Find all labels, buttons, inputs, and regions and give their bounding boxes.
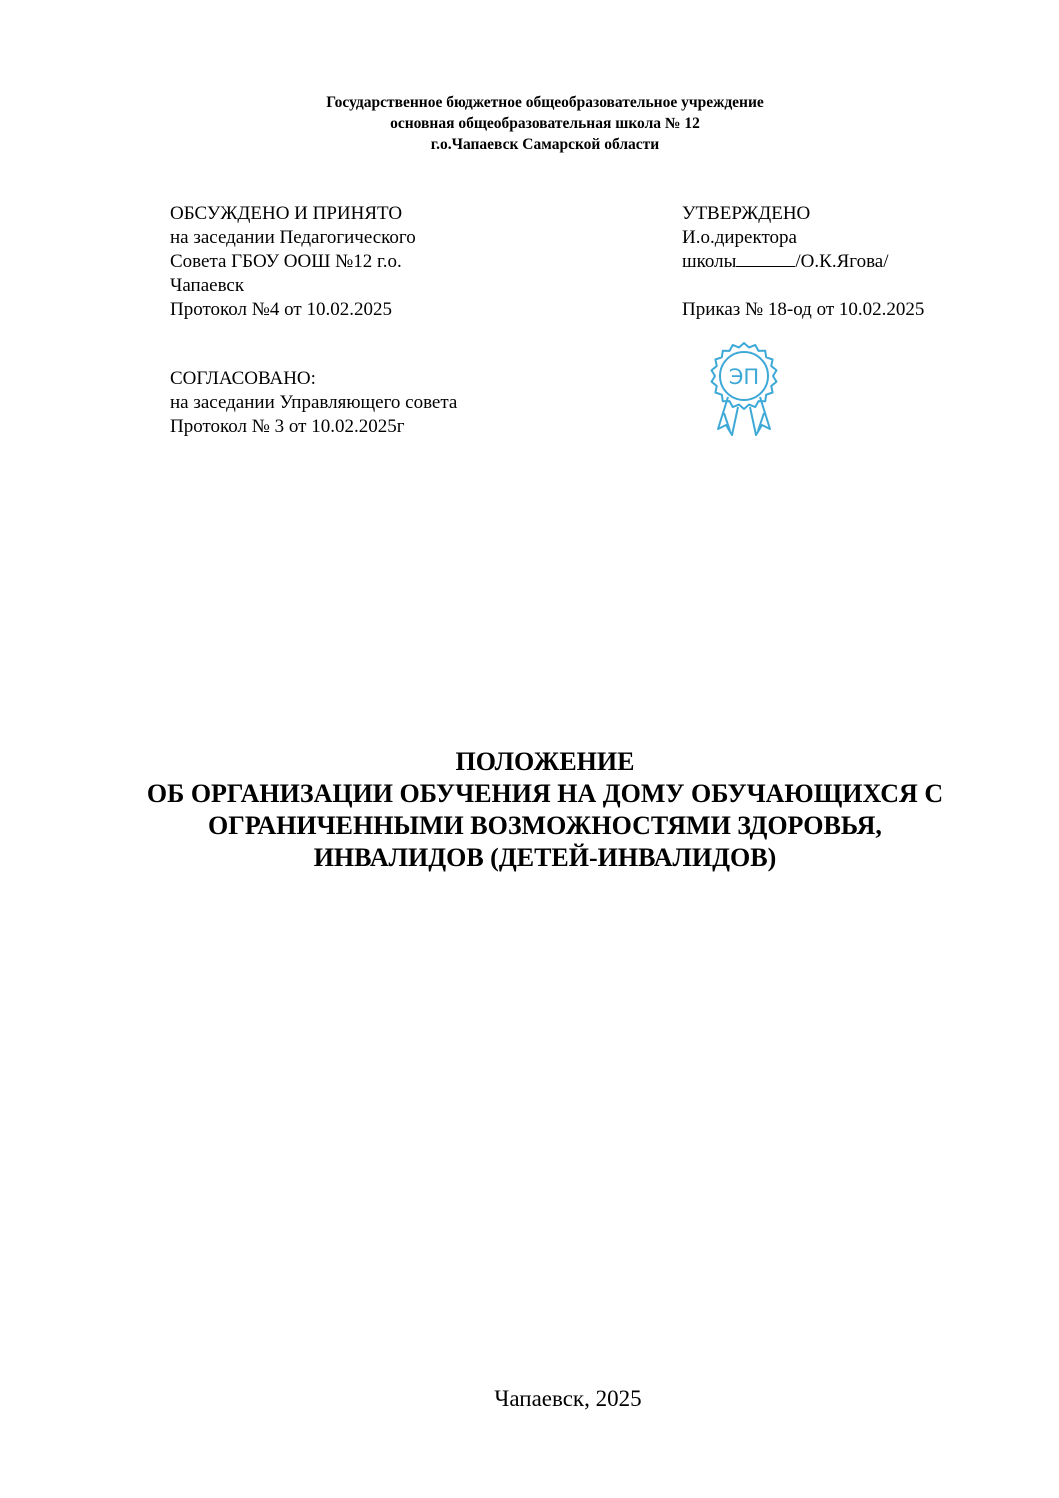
- school-location: г.о.Чапаевск Самарской области: [430, 136, 660, 153]
- approved-signature-line: [682, 250, 924, 274]
- institution-name: Государственное бюджетное общеобразовательное учреждение: [326, 94, 764, 111]
- school-label: школы: [682, 251, 737, 272]
- discussed-protocol: Протокол №4 от 10.02.2025: [170, 299, 392, 320]
- city-year-footer: Чапаевск, 2025: [494, 1386, 642, 1411]
- approved-order: Приказ № 18-од от 10.02.2025: [682, 299, 925, 320]
- director-name: /О.К.Ягова/: [795, 251, 889, 272]
- institution-header: [0, 92, 1059, 155]
- agreed-protocol: Протокол № 3 от 10.02.2025г: [170, 416, 405, 437]
- title-line-4: ИНВАЛИДОВ (ДЕТЕЙ-ИНВАЛИДОВ): [313, 843, 777, 872]
- discussed-line-1: на заседании Педагогического: [170, 227, 416, 248]
- seal-label: ЭП: [728, 365, 760, 389]
- electronic-signature-seal-icon: [704, 339, 784, 439]
- approved-heading: УТВЕРЖДЕНО: [682, 203, 811, 224]
- approved-director: И.о.директора: [682, 227, 797, 248]
- discussed-accepted-block: [170, 202, 416, 322]
- title-line-3: ОГРАНИЧЕННЫМИ ВОЗМОЖНОСТЯМИ ЗДОРОВЬЯ,: [208, 811, 882, 840]
- signature-blank: [736, 250, 795, 267]
- discussed-line-2: Совета ГБОУ ООШ №12 г.о.: [170, 251, 402, 272]
- title-line-2: ОБ ОРГАНИЗАЦИИ ОБУЧЕНИЯ НА ДОМУ ОБУЧАЮЩИХСЯ С: [146, 779, 944, 808]
- title-line-1: ПОЛОЖЕНИЕ: [455, 747, 635, 776]
- agreed-line-1: на заседании Управляющего совета: [170, 392, 458, 413]
- agreed-block: [170, 367, 457, 439]
- discussed-line-3: Чапаевск: [170, 275, 245, 296]
- discussed-heading: ОБСУЖДЕНО И ПРИНЯТО: [170, 203, 403, 224]
- approved-block: [682, 202, 924, 322]
- agreed-heading: СОГЛАСОВАНО:: [170, 368, 316, 389]
- school-name: основная общеобразовательная школа № 12: [390, 115, 700, 132]
- document-title: [0, 746, 1059, 874]
